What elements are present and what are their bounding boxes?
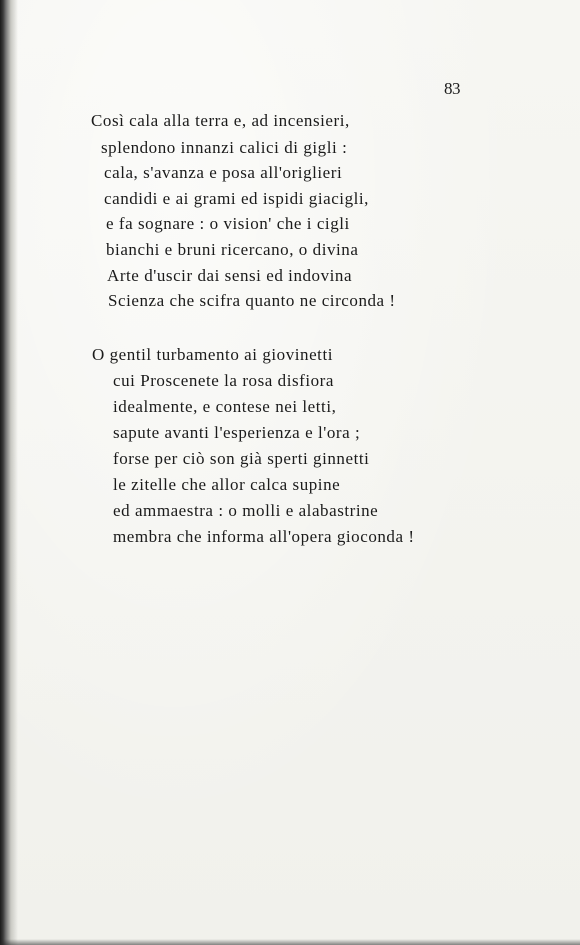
page-binding-shadow [0, 0, 18, 945]
verse-line: ed ammaestra : o molli e alabastrine [113, 501, 379, 520]
verse-line: Arte d'uscir dai sensi ed indovina [107, 266, 353, 285]
verse-line: cala, s'avanza e posa all'origlieri [104, 163, 343, 182]
verse-line: sapute avanti l'esperienza e l'ora ; [113, 423, 361, 442]
verse-line: Scienza che scifra quanto ne circonda ! [108, 291, 396, 310]
verse-line: O gentil turbamento ai giovinetti [92, 345, 333, 364]
page-number: 83 [444, 79, 460, 98]
verse-line: bianchi e bruni ricercano, o divina [106, 240, 359, 259]
verse-line: cui Proscenete la rosa disfiora [113, 371, 334, 390]
verse-line: candidi e ai grami ed ispidi giacigli, [104, 189, 369, 208]
page-bottom-edge [0, 939, 580, 945]
verse-line: le zitelle che allor calca supine [113, 475, 341, 494]
verse-line: forse per ciò son già sperti ginnetti [113, 449, 370, 468]
verse-line: membra che informa all'opera gioconda ! [113, 527, 415, 546]
verse-line: Così cala alla terra e, ad incensieri, [91, 111, 350, 130]
verse-line: idealmente, e contese nei letti, [113, 397, 337, 416]
verse-line: e fa sognare : o vision' che i cigli [106, 214, 350, 233]
verse-line: splendono innanzi calici di gigli : [101, 138, 348, 157]
